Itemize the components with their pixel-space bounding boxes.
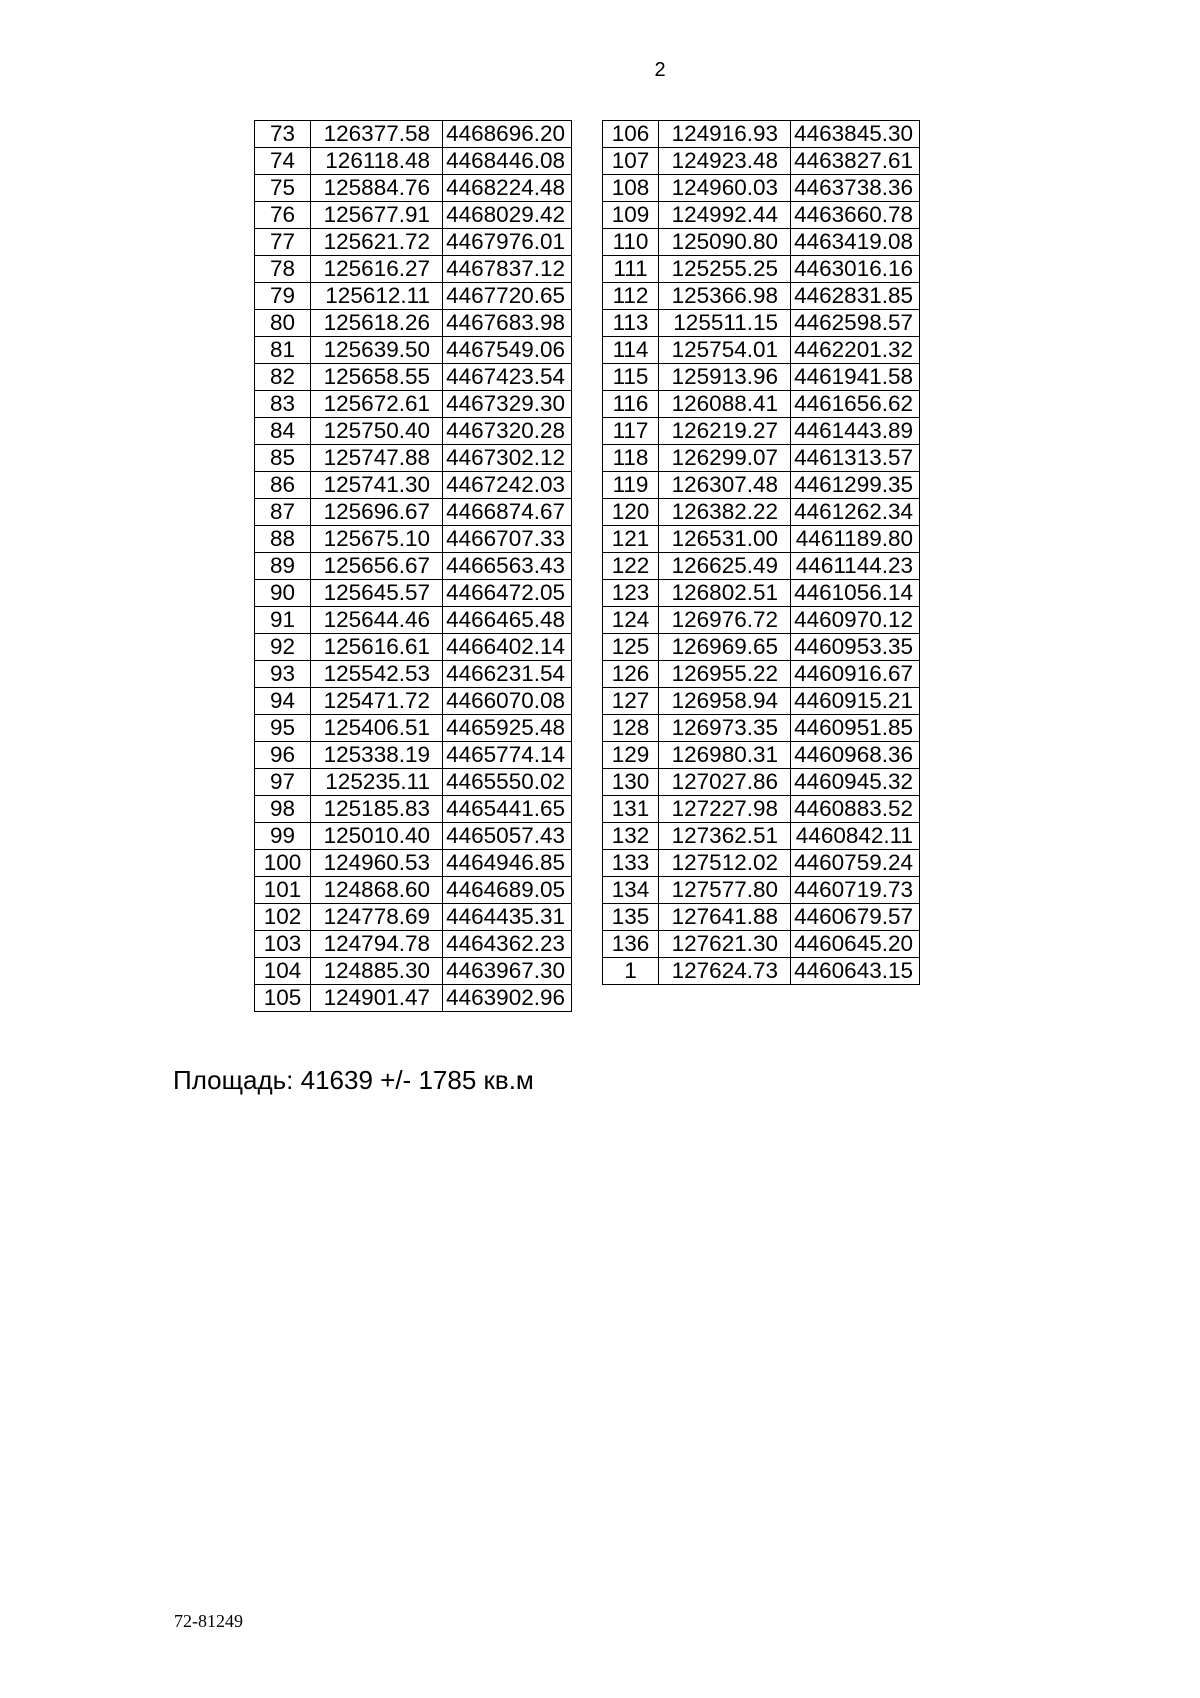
y-coordinate-cell: 4468446.08 xyxy=(443,148,572,175)
point-number-cell: 103 xyxy=(255,931,311,958)
coordinates-table-right xyxy=(602,120,920,985)
point-number-cell: 104 xyxy=(255,958,311,985)
y-coordinate-cell: 4467242.03 xyxy=(443,472,572,499)
table-row xyxy=(255,418,572,445)
x-coordinate-cell: 126973.35 xyxy=(659,715,791,742)
point-number-cell: 94 xyxy=(255,688,311,715)
y-coordinate-cell: 4468696.20 xyxy=(443,121,572,148)
x-coordinate-cell: 127624.73 xyxy=(659,958,791,985)
y-coordinate-cell: 4467683.98 xyxy=(443,310,572,337)
table-row xyxy=(603,364,920,391)
point-number-cell: 133 xyxy=(603,850,659,877)
y-coordinate-cell: 4467837.12 xyxy=(443,256,572,283)
table-row xyxy=(603,850,920,877)
point-number-cell: 97 xyxy=(255,769,311,796)
x-coordinate-cell: 126377.58 xyxy=(311,121,443,148)
point-number-cell: 107 xyxy=(603,148,659,175)
table-row xyxy=(603,229,920,256)
point-number-cell: 113 xyxy=(603,310,659,337)
point-number-cell: 121 xyxy=(603,526,659,553)
x-coordinate-cell: 125656.67 xyxy=(311,553,443,580)
x-coordinate-cell: 125884.76 xyxy=(311,175,443,202)
y-coordinate-cell: 4461189.80 xyxy=(791,526,920,553)
y-coordinate-cell: 4460916.67 xyxy=(791,661,920,688)
table-row xyxy=(603,958,920,985)
y-coordinate-cell: 4460915.21 xyxy=(791,688,920,715)
y-coordinate-cell: 4461262.34 xyxy=(791,499,920,526)
table-row xyxy=(603,445,920,472)
table-row xyxy=(603,121,920,148)
x-coordinate-cell: 127621.30 xyxy=(659,931,791,958)
table-row xyxy=(603,202,920,229)
point-number-cell: 118 xyxy=(603,445,659,472)
x-coordinate-cell: 125747.88 xyxy=(311,445,443,472)
point-number-cell: 106 xyxy=(603,121,659,148)
x-coordinate-cell: 126307.48 xyxy=(659,472,791,499)
y-coordinate-cell: 4464946.85 xyxy=(443,850,572,877)
table-row xyxy=(255,904,572,931)
x-coordinate-cell: 125616.27 xyxy=(311,256,443,283)
point-number-cell: 129 xyxy=(603,742,659,769)
point-number-cell: 90 xyxy=(255,580,311,607)
x-coordinate-cell: 125639.50 xyxy=(311,337,443,364)
y-coordinate-cell: 4463016.16 xyxy=(791,256,920,283)
table-row xyxy=(255,661,572,688)
y-coordinate-cell: 4461443.89 xyxy=(791,418,920,445)
y-coordinate-cell: 4460953.35 xyxy=(791,634,920,661)
y-coordinate-cell: 4463738.36 xyxy=(791,175,920,202)
table-row xyxy=(255,337,572,364)
table-row xyxy=(255,148,572,175)
y-coordinate-cell: 4464435.31 xyxy=(443,904,572,931)
x-coordinate-cell: 126299.07 xyxy=(659,445,791,472)
table-row xyxy=(603,256,920,283)
x-coordinate-cell: 126625.49 xyxy=(659,553,791,580)
table-row xyxy=(603,283,920,310)
y-coordinate-cell: 4465441.65 xyxy=(443,796,572,823)
point-number-cell: 1 xyxy=(603,958,659,985)
point-number-cell: 136 xyxy=(603,931,659,958)
x-coordinate-cell: 124794.78 xyxy=(311,931,443,958)
table-row xyxy=(603,931,920,958)
y-coordinate-cell: 4461299.35 xyxy=(791,472,920,499)
x-coordinate-cell: 127362.51 xyxy=(659,823,791,850)
point-number-cell: 130 xyxy=(603,769,659,796)
table-row xyxy=(255,769,572,796)
coordinates-table-body xyxy=(255,121,572,1012)
point-number-cell: 101 xyxy=(255,877,311,904)
table-row xyxy=(603,391,920,418)
table-row xyxy=(603,715,920,742)
table-row xyxy=(255,256,572,283)
table-row xyxy=(255,283,572,310)
y-coordinate-cell: 4463419.08 xyxy=(791,229,920,256)
y-coordinate-cell: 4466402.14 xyxy=(443,634,572,661)
x-coordinate-cell: 125741.30 xyxy=(311,472,443,499)
y-coordinate-cell: 4468029.42 xyxy=(443,202,572,229)
x-coordinate-cell: 125696.67 xyxy=(311,499,443,526)
y-coordinate-cell: 4467302.12 xyxy=(443,445,572,472)
y-coordinate-cell: 4464689.05 xyxy=(443,877,572,904)
point-number-cell: 110 xyxy=(603,229,659,256)
x-coordinate-cell: 125338.19 xyxy=(311,742,443,769)
y-coordinate-cell: 4463660.78 xyxy=(791,202,920,229)
table-row xyxy=(255,634,572,661)
table-row xyxy=(255,877,572,904)
y-coordinate-cell: 4466070.08 xyxy=(443,688,572,715)
x-coordinate-cell: 124885.30 xyxy=(311,958,443,985)
point-number-cell: 132 xyxy=(603,823,659,850)
y-coordinate-cell: 4461656.62 xyxy=(791,391,920,418)
point-number-cell: 128 xyxy=(603,715,659,742)
point-number-cell: 74 xyxy=(255,148,311,175)
x-coordinate-cell: 125645.57 xyxy=(311,580,443,607)
x-coordinate-cell: 124923.48 xyxy=(659,148,791,175)
point-number-cell: 120 xyxy=(603,499,659,526)
table-row xyxy=(603,877,920,904)
y-coordinate-cell: 4461941.58 xyxy=(791,364,920,391)
table-row xyxy=(603,418,920,445)
y-coordinate-cell: 4466874.67 xyxy=(443,499,572,526)
point-number-cell: 79 xyxy=(255,283,311,310)
y-coordinate-cell: 4460842.11 xyxy=(791,823,920,850)
y-coordinate-cell: 4467320.28 xyxy=(443,418,572,445)
point-number-cell: 87 xyxy=(255,499,311,526)
table-row xyxy=(255,823,572,850)
table-row xyxy=(255,202,572,229)
point-number-cell: 100 xyxy=(255,850,311,877)
point-number-cell: 76 xyxy=(255,202,311,229)
x-coordinate-cell: 127512.02 xyxy=(659,850,791,877)
x-coordinate-cell: 126219.27 xyxy=(659,418,791,445)
x-coordinate-cell: 124992.44 xyxy=(659,202,791,229)
x-coordinate-cell: 125366.98 xyxy=(659,283,791,310)
y-coordinate-cell: 4466231.54 xyxy=(443,661,572,688)
y-coordinate-cell: 4463902.96 xyxy=(443,985,572,1012)
table-row xyxy=(603,742,920,769)
point-number-cell: 123 xyxy=(603,580,659,607)
table-row xyxy=(255,310,572,337)
x-coordinate-cell: 126531.00 xyxy=(659,526,791,553)
x-coordinate-cell: 126969.65 xyxy=(659,634,791,661)
x-coordinate-cell: 125542.53 xyxy=(311,661,443,688)
x-coordinate-cell: 124916.93 xyxy=(659,121,791,148)
point-number-cell: 135 xyxy=(603,904,659,931)
x-coordinate-cell: 124778.69 xyxy=(311,904,443,931)
y-coordinate-cell: 4462201.32 xyxy=(791,337,920,364)
table-row xyxy=(603,310,920,337)
point-number-cell: 134 xyxy=(603,877,659,904)
x-coordinate-cell: 125235.11 xyxy=(311,769,443,796)
point-number-cell: 93 xyxy=(255,661,311,688)
table-row xyxy=(255,607,572,634)
point-number-cell: 73 xyxy=(255,121,311,148)
y-coordinate-cell: 4466472.05 xyxy=(443,580,572,607)
x-coordinate-cell: 124868.60 xyxy=(311,877,443,904)
point-number-cell: 75 xyxy=(255,175,311,202)
y-coordinate-cell: 4460645.20 xyxy=(791,931,920,958)
area-summary: Площадь: 41639 +/- 1785 кв.м xyxy=(173,1065,534,1095)
x-coordinate-cell: 126976.72 xyxy=(659,607,791,634)
table-row xyxy=(255,364,572,391)
table-row xyxy=(255,121,572,148)
x-coordinate-cell: 125913.96 xyxy=(659,364,791,391)
y-coordinate-cell: 4463827.61 xyxy=(791,148,920,175)
y-coordinate-cell: 4466563.43 xyxy=(443,553,572,580)
table-row xyxy=(255,715,572,742)
point-number-cell: 124 xyxy=(603,607,659,634)
point-number-cell: 131 xyxy=(603,796,659,823)
point-number-cell: 119 xyxy=(603,472,659,499)
point-number-cell: 117 xyxy=(603,418,659,445)
x-coordinate-cell: 125618.26 xyxy=(311,310,443,337)
y-coordinate-cell: 4461313.57 xyxy=(791,445,920,472)
point-number-cell: 127 xyxy=(603,688,659,715)
y-coordinate-cell: 4460945.32 xyxy=(791,769,920,796)
x-coordinate-cell: 127577.80 xyxy=(659,877,791,904)
table-row xyxy=(603,175,920,202)
y-coordinate-cell: 4460970.12 xyxy=(791,607,920,634)
point-number-cell: 111 xyxy=(603,256,659,283)
point-number-cell: 96 xyxy=(255,742,311,769)
table-row xyxy=(603,472,920,499)
table-row xyxy=(255,229,572,256)
x-coordinate-cell: 125672.61 xyxy=(311,391,443,418)
point-number-cell: 95 xyxy=(255,715,311,742)
x-coordinate-cell: 125406.51 xyxy=(311,715,443,742)
point-number-cell: 109 xyxy=(603,202,659,229)
y-coordinate-cell: 4467720.65 xyxy=(443,283,572,310)
point-number-cell: 91 xyxy=(255,607,311,634)
table-row xyxy=(255,391,572,418)
y-coordinate-cell: 4461144.23 xyxy=(791,553,920,580)
y-coordinate-cell: 4465925.48 xyxy=(443,715,572,742)
x-coordinate-cell: 126958.94 xyxy=(659,688,791,715)
table-row xyxy=(603,499,920,526)
table-row xyxy=(603,607,920,634)
table-row xyxy=(255,175,572,202)
x-coordinate-cell: 125616.61 xyxy=(311,634,443,661)
y-coordinate-cell: 4460759.24 xyxy=(791,850,920,877)
point-number-cell: 85 xyxy=(255,445,311,472)
x-coordinate-cell: 126088.41 xyxy=(659,391,791,418)
table-row xyxy=(255,850,572,877)
x-coordinate-cell: 125675.10 xyxy=(311,526,443,553)
y-coordinate-cell: 4468224.48 xyxy=(443,175,572,202)
table-row xyxy=(255,445,572,472)
point-number-cell: 114 xyxy=(603,337,659,364)
point-number-cell: 99 xyxy=(255,823,311,850)
point-number-cell: 115 xyxy=(603,364,659,391)
x-coordinate-cell: 125644.46 xyxy=(311,607,443,634)
point-number-cell: 102 xyxy=(255,904,311,931)
y-coordinate-cell: 4462598.57 xyxy=(791,310,920,337)
y-coordinate-cell: 4460883.52 xyxy=(791,796,920,823)
y-coordinate-cell: 4463967.30 xyxy=(443,958,572,985)
x-coordinate-cell: 125471.72 xyxy=(311,688,443,715)
table-row xyxy=(603,580,920,607)
y-coordinate-cell: 4461056.14 xyxy=(791,580,920,607)
point-number-cell: 126 xyxy=(603,661,659,688)
coordinates-table-left xyxy=(254,120,572,1012)
table-row xyxy=(255,931,572,958)
y-coordinate-cell: 4460951.85 xyxy=(791,715,920,742)
table-row xyxy=(603,148,920,175)
table-row xyxy=(255,742,572,769)
point-number-cell: 122 xyxy=(603,553,659,580)
x-coordinate-cell: 125010.40 xyxy=(311,823,443,850)
y-coordinate-cell: 4467976.01 xyxy=(443,229,572,256)
x-coordinate-cell: 126118.48 xyxy=(311,148,443,175)
table-row xyxy=(603,688,920,715)
point-number-cell: 83 xyxy=(255,391,311,418)
table-row xyxy=(603,337,920,364)
table-row xyxy=(603,661,920,688)
x-coordinate-cell: 125255.25 xyxy=(659,256,791,283)
x-coordinate-cell: 127641.88 xyxy=(659,904,791,931)
table-row xyxy=(255,796,572,823)
table-row xyxy=(603,526,920,553)
table-row xyxy=(603,904,920,931)
point-number-cell: 116 xyxy=(603,391,659,418)
point-number-cell: 98 xyxy=(255,796,311,823)
y-coordinate-cell: 4462831.85 xyxy=(791,283,920,310)
table-row xyxy=(603,634,920,661)
point-number-cell: 84 xyxy=(255,418,311,445)
page-number: 2 xyxy=(654,59,666,81)
y-coordinate-cell: 4467423.54 xyxy=(443,364,572,391)
x-coordinate-cell: 125511.15 xyxy=(659,310,791,337)
table-row xyxy=(603,823,920,850)
x-coordinate-cell: 125612.11 xyxy=(311,283,443,310)
x-coordinate-cell: 126980.31 xyxy=(659,742,791,769)
y-coordinate-cell: 4465057.43 xyxy=(443,823,572,850)
table-row xyxy=(255,553,572,580)
table-row xyxy=(255,499,572,526)
x-coordinate-cell: 127027.86 xyxy=(659,769,791,796)
y-coordinate-cell: 4464362.23 xyxy=(443,931,572,958)
y-coordinate-cell: 4467329.30 xyxy=(443,391,572,418)
point-number-cell: 125 xyxy=(603,634,659,661)
y-coordinate-cell: 4460719.73 xyxy=(791,877,920,904)
y-coordinate-cell: 4460679.57 xyxy=(791,904,920,931)
point-number-cell: 89 xyxy=(255,553,311,580)
table-row xyxy=(603,796,920,823)
table-row xyxy=(255,958,572,985)
x-coordinate-cell: 124901.47 xyxy=(311,985,443,1012)
table-row xyxy=(603,769,920,796)
point-number-cell: 105 xyxy=(255,985,311,1012)
x-coordinate-cell: 126802.51 xyxy=(659,580,791,607)
x-coordinate-cell: 125090.80 xyxy=(659,229,791,256)
x-coordinate-cell: 125185.83 xyxy=(311,796,443,823)
y-coordinate-cell: 4465550.02 xyxy=(443,769,572,796)
y-coordinate-cell: 4463845.30 xyxy=(791,121,920,148)
y-coordinate-cell: 4466707.33 xyxy=(443,526,572,553)
x-coordinate-cell: 124960.53 xyxy=(311,850,443,877)
point-number-cell: 80 xyxy=(255,310,311,337)
point-number-cell: 77 xyxy=(255,229,311,256)
coordinates-table-body xyxy=(603,121,920,985)
point-number-cell: 86 xyxy=(255,472,311,499)
table-row xyxy=(255,985,572,1012)
table-row xyxy=(255,526,572,553)
x-coordinate-cell: 125621.72 xyxy=(311,229,443,256)
y-coordinate-cell: 4460968.36 xyxy=(791,742,920,769)
x-coordinate-cell: 125754.01 xyxy=(659,337,791,364)
x-coordinate-cell: 127227.98 xyxy=(659,796,791,823)
point-number-cell: 81 xyxy=(255,337,311,364)
x-coordinate-cell: 125658.55 xyxy=(311,364,443,391)
point-number-cell: 92 xyxy=(255,634,311,661)
x-coordinate-cell: 124960.03 xyxy=(659,175,791,202)
point-number-cell: 108 xyxy=(603,175,659,202)
document-code: 72-81249 xyxy=(174,1611,243,1631)
y-coordinate-cell: 4465774.14 xyxy=(443,742,572,769)
y-coordinate-cell: 4460643.15 xyxy=(791,958,920,985)
point-number-cell: 82 xyxy=(255,364,311,391)
x-coordinate-cell: 126382.22 xyxy=(659,499,791,526)
table-row xyxy=(255,688,572,715)
table-row xyxy=(255,472,572,499)
x-coordinate-cell: 126955.22 xyxy=(659,661,791,688)
y-coordinate-cell: 4466465.48 xyxy=(443,607,572,634)
point-number-cell: 112 xyxy=(603,283,659,310)
x-coordinate-cell: 125750.40 xyxy=(311,418,443,445)
x-coordinate-cell: 125677.91 xyxy=(311,202,443,229)
point-number-cell: 78 xyxy=(255,256,311,283)
point-number-cell: 88 xyxy=(255,526,311,553)
y-coordinate-cell: 4467549.06 xyxy=(443,337,572,364)
table-row xyxy=(255,580,572,607)
table-row xyxy=(603,553,920,580)
